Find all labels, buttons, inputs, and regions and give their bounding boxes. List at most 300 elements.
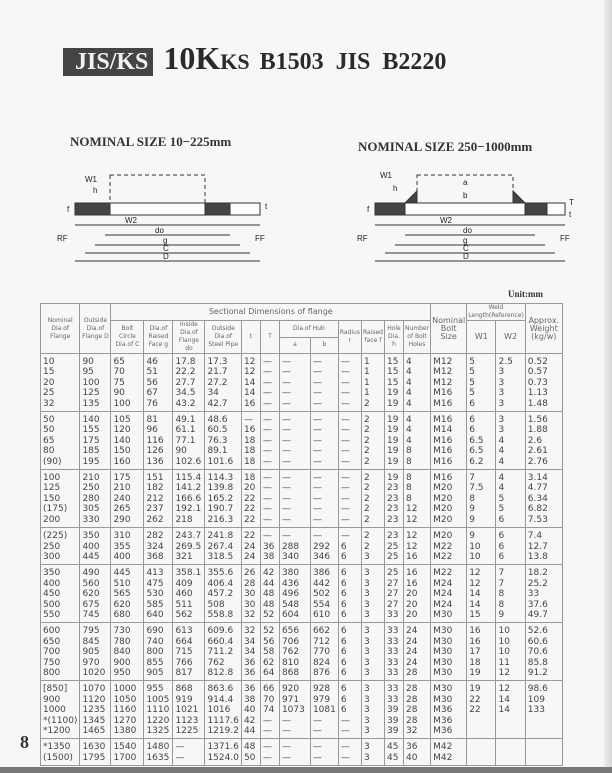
table-cell: 400: [111, 552, 144, 565]
table-cell: 6: [338, 600, 361, 610]
table-cell: 845: [80, 637, 111, 647]
table-cell: [467, 753, 496, 766]
table-cell: M16: [431, 399, 467, 412]
table-cell: —: [338, 504, 361, 514]
table-cell: 3: [361, 726, 384, 739]
table-cell: 1081: [310, 705, 338, 715]
do-label: do: [463, 226, 472, 235]
table-cell: 660.4: [205, 637, 242, 647]
table-cell: 970: [80, 658, 111, 668]
table-cell: 650: [41, 637, 80, 647]
table-cell: 1345: [80, 716, 111, 726]
table-cell: 1: [361, 378, 384, 388]
table-cell: 195: [80, 457, 111, 470]
table-row: [41, 542, 563, 552]
table-cell: 32: [241, 623, 260, 637]
table-cell: 66: [260, 681, 279, 695]
table-cell: 10: [41, 354, 80, 368]
table-cell: 81: [144, 412, 173, 426]
table-cell: 25: [384, 542, 403, 552]
table-cell: 510: [111, 579, 144, 589]
table-cell: 51: [144, 367, 173, 377]
col-T: T: [260, 321, 279, 354]
table-cell: 3: [361, 716, 384, 726]
table-cell: 511: [173, 600, 205, 610]
table-cell: 12: [241, 354, 260, 368]
table-cell: 460: [173, 589, 205, 599]
table-cell: 9: [467, 504, 496, 514]
table-cell: 800: [41, 668, 80, 681]
col-raised-face: Dia.of Raised Face g: [144, 321, 173, 354]
table-row: [41, 388, 563, 398]
table-cell: 46: [144, 354, 173, 368]
table-cell: 610: [310, 610, 338, 623]
table-cell: M20: [431, 494, 467, 504]
table-cell: 355.6: [205, 565, 242, 579]
table-cell: 61.1: [173, 425, 205, 435]
table-cell: 19: [384, 388, 403, 398]
table-cell: 6: [338, 542, 361, 552]
table-cell: 5: [467, 354, 496, 368]
table-cell: 12: [403, 528, 430, 542]
col-weight: Approx. Weight (kg/w): [525, 304, 562, 354]
table-cell: 10: [467, 552, 496, 565]
table-cell: 496: [279, 589, 310, 599]
table-cell: 762: [279, 647, 310, 657]
table-cell: 3: [361, 695, 384, 705]
table-cell: 133: [525, 705, 562, 715]
table-cell: *(1100): [41, 716, 80, 726]
table-row: [41, 425, 563, 435]
table-cell: —: [260, 716, 279, 726]
table-cell: 70: [111, 367, 144, 377]
table-cell: —: [241, 412, 260, 426]
table-cell: 475: [144, 579, 173, 589]
table-cell: 36: [241, 668, 260, 681]
table-cell: —: [338, 515, 361, 528]
table-cell: 350: [80, 528, 111, 542]
w1-label: W1: [85, 175, 97, 184]
table-cell: 18: [241, 446, 260, 456]
table-cell: 445: [111, 565, 144, 579]
table-cell: 562: [173, 610, 205, 623]
table-cell: *1350: [41, 739, 80, 753]
table-cell: 160: [111, 457, 144, 470]
table-cell: 368: [144, 552, 173, 565]
table-cell: 1220: [144, 716, 173, 726]
table-cell: 919: [173, 695, 205, 705]
f-label: f: [67, 205, 70, 214]
table-cell: 700: [41, 647, 80, 657]
table-cell: 604: [279, 610, 310, 623]
table-cell: —: [260, 399, 279, 412]
table-cell: 12: [467, 579, 496, 589]
table-cell: 14: [496, 705, 525, 715]
a-label: a: [463, 178, 468, 187]
table-cell: —: [279, 425, 310, 435]
table-cell: 868: [279, 668, 310, 681]
table-cell: 3: [361, 739, 384, 753]
table-cell: 2: [361, 425, 384, 435]
table-cell: 3: [361, 552, 384, 565]
table-row: [41, 367, 563, 377]
table-cell: 52.6: [525, 623, 562, 637]
table-cell: 1005: [144, 695, 173, 705]
table-cell: 192.1: [173, 504, 205, 514]
table-cell: 6: [338, 579, 361, 589]
table-cell: 4: [496, 457, 525, 470]
table-cell: 876: [310, 668, 338, 681]
table-cell: 380: [279, 565, 310, 579]
table-cell: 3: [361, 681, 384, 695]
table-cell: 210: [111, 483, 144, 493]
table-cell: 36: [241, 681, 260, 695]
table-cell: M12: [431, 378, 467, 388]
table-cell: —: [310, 528, 338, 542]
table-cell: 115.4: [173, 470, 205, 484]
table-cell: —: [260, 528, 279, 542]
table-cell: 33: [384, 637, 403, 647]
table-cell: M24: [431, 579, 467, 589]
table-cell: —: [310, 753, 338, 766]
table-cell: 340: [279, 552, 310, 565]
table-cell: 450: [41, 589, 80, 599]
table-cell: 795: [80, 623, 111, 637]
table-cell: 28: [403, 716, 430, 726]
table-cell: 25.2: [525, 579, 562, 589]
table-cell: 1380: [111, 726, 144, 739]
table-cell: 105: [111, 412, 144, 426]
table-cell: 22: [241, 494, 260, 504]
table-cell: 135: [80, 399, 111, 412]
table-cell: 70: [260, 695, 279, 705]
table-cell: 1123: [173, 716, 205, 726]
table-cell: 500: [41, 600, 80, 610]
table-cell: —: [338, 354, 361, 368]
table-cell: 33: [525, 589, 562, 599]
table-cell: 436: [279, 579, 310, 589]
table-cell: 22: [467, 705, 496, 715]
table-cell: 24: [403, 623, 430, 637]
do-label: do: [155, 226, 164, 235]
table-cell: 3: [361, 705, 384, 715]
table-cell: —: [260, 504, 279, 514]
table-cell: 40: [403, 753, 430, 766]
table-cell: —: [279, 457, 310, 470]
table-cell: 3: [496, 399, 525, 412]
table-cell: 24: [403, 647, 430, 657]
col-group-sectional: Sectional Dimensions of flange: [111, 304, 431, 321]
h-label: h: [393, 184, 398, 193]
table-cell: 0.57: [525, 367, 562, 377]
table-cell: 120: [111, 425, 144, 435]
table-cell: 262: [144, 515, 173, 528]
table-cell: 15: [467, 610, 496, 623]
standard-numbers: B1503 JIS B2220: [259, 49, 447, 75]
table-cell: 20: [241, 483, 260, 493]
table-cell: M30: [431, 668, 467, 681]
table-cell: 37.6: [525, 600, 562, 610]
table-cell: 1325: [144, 726, 173, 739]
table-cell: 4: [496, 446, 525, 456]
table-cell: 16: [403, 579, 430, 589]
page-number: 8: [20, 732, 29, 752]
table-cell: M16: [431, 446, 467, 456]
table-cell: 48: [241, 739, 260, 753]
table-cell: 900: [41, 695, 80, 705]
table-cell: M30: [431, 610, 467, 623]
table-cell: 300: [41, 552, 80, 565]
table-cell: M12: [431, 367, 467, 377]
flange-diagram-small: [55, 165, 285, 275]
table-cell: —: [260, 412, 279, 426]
table-cell: 2: [361, 542, 384, 552]
table-cell: 730: [111, 623, 144, 637]
table-cell: 6: [467, 412, 496, 426]
table-cell: 288: [279, 542, 310, 552]
table-cell: 1524.0: [205, 753, 242, 766]
table-row: [41, 726, 563, 739]
table-cell: 656: [279, 623, 310, 637]
table-cell: 56: [260, 637, 279, 647]
table-cell: 19: [384, 457, 403, 470]
table-cell: M24: [431, 600, 467, 610]
table-cell: 4: [403, 354, 430, 368]
table-cell: —: [260, 378, 279, 388]
table-cell: —: [310, 436, 338, 446]
table-cell: 2: [361, 483, 384, 493]
table-cell: 4: [496, 470, 525, 484]
table-cell: 406.4: [205, 579, 242, 589]
table-cell: 65: [111, 354, 144, 368]
table-cell: 89.1: [205, 446, 242, 456]
table-cell: 3: [361, 637, 384, 647]
table-cell: 13.8: [525, 552, 562, 565]
table-cell: 6.5: [467, 436, 496, 446]
table-cell: 715: [173, 647, 205, 657]
table-cell: 3: [361, 610, 384, 623]
table-row: [41, 705, 563, 715]
scan-edge: [604, 0, 612, 773]
table-cell: 38: [260, 552, 279, 565]
table-cell: 19: [467, 668, 496, 681]
unit-label: Unit:mm: [508, 289, 543, 299]
table-cell: 1219.2: [205, 726, 242, 739]
table-cell: 27.7: [173, 378, 205, 388]
table-cell: 19: [467, 681, 496, 695]
table-cell: —: [310, 494, 338, 504]
col-b: b: [310, 337, 338, 354]
right-diagram-title: NOMINAL SIZE 250−1000mm: [358, 139, 533, 154]
table-cell: *1200: [41, 726, 80, 739]
table-cell: 16: [403, 552, 430, 565]
table-cell: —: [310, 470, 338, 484]
col-w1: W1: [467, 321, 496, 354]
table-cell: [496, 726, 525, 739]
table-cell: M30: [431, 637, 467, 647]
table-cell: 36: [260, 542, 279, 552]
table-cell: 139.8: [205, 483, 242, 493]
table-cell: —: [279, 515, 310, 528]
table-cell: 43.2: [173, 399, 205, 412]
table-cell: 33: [384, 623, 403, 637]
table-cell: 762: [205, 658, 242, 668]
table-cell: 23: [384, 504, 403, 514]
table-cell: 2.61: [525, 446, 562, 456]
table-cell: —: [279, 494, 310, 504]
table-cell: M20: [431, 483, 467, 493]
col-hole: Hole Dia. h: [384, 321, 403, 354]
table-cell: 6: [467, 425, 496, 435]
table-cell: 1635: [144, 753, 173, 766]
table-cell: 770: [310, 647, 338, 657]
table-cell: 14: [496, 695, 525, 705]
table-cell: —: [260, 483, 279, 493]
table-cell: 6.5: [467, 446, 496, 456]
table-cell: 1021: [173, 705, 205, 715]
table-cell: 12: [241, 367, 260, 377]
table-cell: 90: [80, 354, 111, 368]
table-cell: 6: [496, 515, 525, 528]
table-cell: 150: [41, 494, 80, 504]
table-cell: 4: [403, 436, 430, 446]
table-cell: —: [310, 504, 338, 514]
table-cell: 34.5: [173, 388, 205, 398]
table-cell: 34: [205, 388, 242, 398]
table-cell: (225): [41, 528, 80, 542]
table-cell: [850]: [41, 681, 80, 695]
table-cell: 979: [310, 695, 338, 705]
table-cell: 662: [310, 623, 338, 637]
table-cell: 23: [384, 494, 403, 504]
table-cell: 218: [173, 515, 205, 528]
table-cell: 74: [260, 705, 279, 715]
table-cell: —: [260, 367, 279, 377]
table-cell: 101.6: [205, 457, 242, 470]
table-cell: 817: [173, 668, 205, 681]
table-cell: 550: [41, 610, 80, 623]
table-cell: 24: [403, 658, 430, 668]
rf-label: RF: [57, 234, 68, 243]
table-cell: 0.52: [525, 354, 562, 368]
table-row: [41, 470, 563, 484]
table-cell: 49.7: [525, 610, 562, 623]
ks-label: KS: [220, 49, 250, 74]
table-cell: [525, 739, 562, 753]
table-cell: 250: [80, 483, 111, 493]
table-cell: 8: [403, 470, 430, 484]
table-cell: —: [338, 457, 361, 470]
table-cell: —: [310, 378, 338, 388]
table-cell: 400: [80, 542, 111, 552]
table-cell: 24: [241, 552, 260, 565]
table-cell: 1465: [80, 726, 111, 739]
table-row: [41, 637, 563, 647]
table-cell: 62: [260, 658, 279, 668]
table-cell: 7.53: [525, 515, 562, 528]
table-cell: 12: [467, 565, 496, 579]
table-cell: —: [310, 412, 338, 426]
table-cell: —: [338, 739, 361, 753]
table-cell: 16: [241, 399, 260, 412]
table-cell: 750: [41, 658, 80, 668]
table-cell: M30: [431, 647, 467, 657]
table-cell: 3: [361, 647, 384, 657]
table-row: [41, 378, 563, 388]
table-cell: 413: [144, 565, 173, 579]
table-cell: 900: [111, 658, 144, 668]
table-cell: 3: [361, 579, 384, 589]
table-cell: —: [279, 504, 310, 514]
table-cell: 400: [41, 579, 80, 589]
table-row: [41, 610, 563, 623]
table-cell: 6: [338, 589, 361, 599]
table-cell: 613: [173, 623, 205, 637]
table-cell: 1630: [80, 739, 111, 753]
table-cell: 6: [338, 637, 361, 647]
table-cell: 40: [241, 705, 260, 715]
table-cell: 22: [467, 695, 496, 705]
table-row: [41, 716, 563, 726]
table-cell: 166.6: [173, 494, 205, 504]
table-cell: 1160: [111, 705, 144, 715]
g-label: g: [463, 236, 468, 245]
d-label: D: [463, 252, 469, 261]
table-cell: [467, 716, 496, 726]
table-cell: 16: [403, 565, 430, 579]
table-cell: 1.88: [525, 425, 562, 435]
table-cell: 4: [403, 425, 430, 435]
table-cell: 33: [384, 647, 403, 657]
table-cell: —: [260, 739, 279, 753]
table-cell: 22.2: [173, 367, 205, 377]
table-cell: M36: [431, 726, 467, 739]
table-row: [41, 623, 563, 637]
table-cell: —: [279, 726, 310, 739]
table-cell: 125: [80, 388, 111, 398]
table-cell: 1: [361, 388, 384, 398]
f-label: f: [367, 205, 370, 214]
table-cell: 490: [80, 565, 111, 579]
table-cell: 65: [41, 436, 80, 446]
table-cell: 19: [384, 399, 403, 412]
table-cell: 20: [403, 610, 430, 623]
table-cell: —: [338, 446, 361, 456]
table-cell: M22: [431, 565, 467, 579]
table-cell: 15: [384, 354, 403, 368]
table-cell: 151: [144, 470, 173, 484]
table-cell: 1.56: [525, 412, 562, 426]
table-cell: 600: [41, 623, 80, 637]
table-cell: 52: [260, 623, 279, 637]
table-cell: 18: [467, 658, 496, 668]
table-cell: 60.5: [205, 425, 242, 435]
table-cell: 565: [111, 589, 144, 599]
table-cell: 44: [241, 726, 260, 739]
table-cell: —: [279, 483, 310, 493]
table-cell: 1.13: [525, 388, 562, 398]
col-bolt-holes: Number of Bolt Holes: [403, 321, 430, 354]
table-cell: 16: [241, 425, 260, 435]
table-cell: 11: [496, 658, 525, 668]
table-cell: 321: [173, 552, 205, 565]
table-cell: 558.8: [205, 610, 242, 623]
table-cell: 282: [144, 528, 173, 542]
table-cell: 1016: [205, 705, 242, 715]
table-cell: 3: [361, 600, 384, 610]
table-cell: M30: [431, 695, 467, 705]
table-cell: 4: [403, 399, 430, 412]
